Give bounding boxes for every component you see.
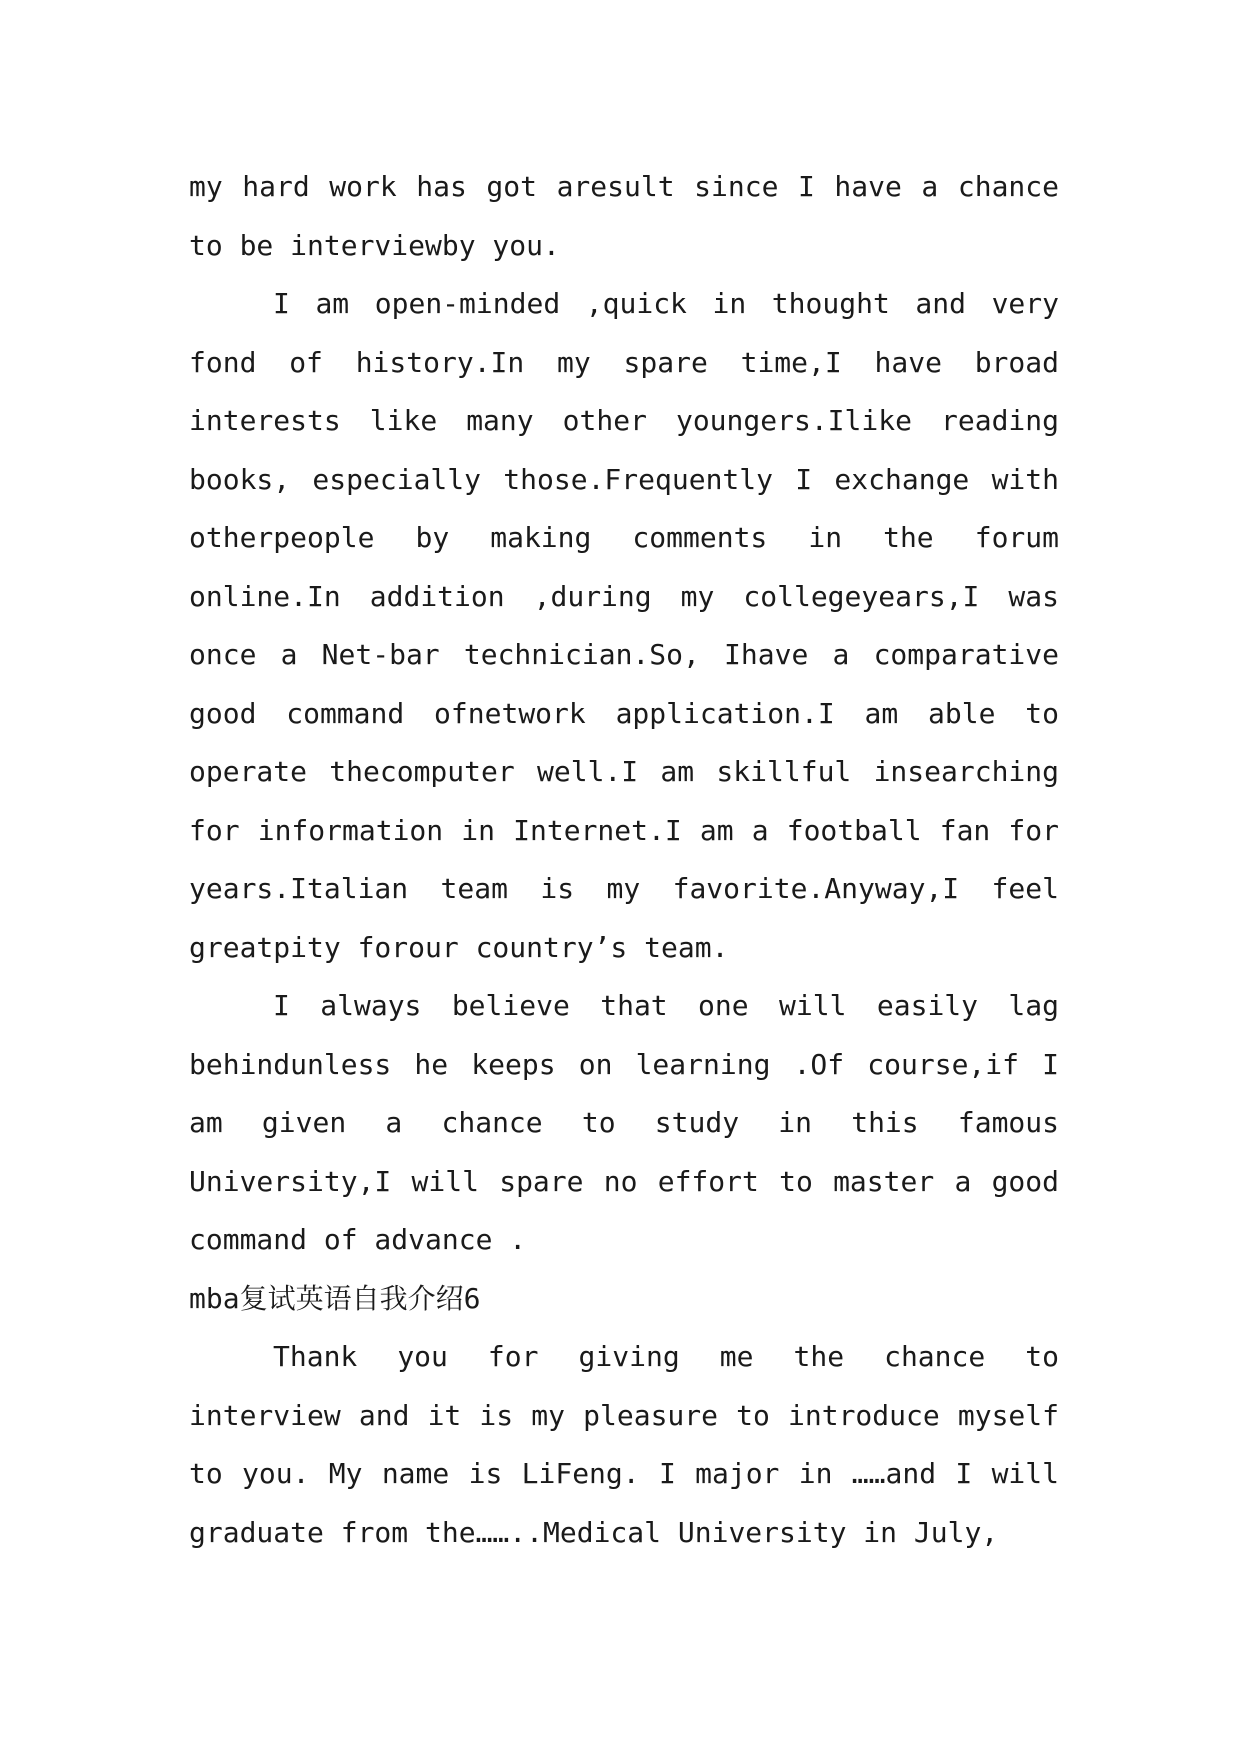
paragraph-personality: I am open-minded ,quick in thought and very fond of history.In my spare time,I have broad interests like many other youngers.Ilike reading books, especially those.Frequently I exchange with otherpeople by making comments in the forum online.In addition ,during my collegeyears,I was once a Net-bar technician.So, Ihave a comparative good command ofnetwork application.I am able to operate thecomputer well.I am skillful insearching for information in Internet.I am a football fan for years.Italian team is my favorite.Anyway,I feel greatpity forour country’s team. bbox=[189, 287, 1059, 964]
paragraph-learning: I always believe that one will easily lag behindunless he keeps on learning .Of course,if I am given a chance to study in this famous University,I will spare no effort to master a good command of advance . bbox=[189, 989, 1059, 1256]
paragraph-continuation: my hard work has got aresult since I have a chance to be interviewby you. bbox=[189, 170, 1059, 262]
paragraph-introduction: Thank you for giving me the chance to interview and it is my pleasure to introduce myself to you. My name is LiFeng. I major in ……and I will graduate from the……..Medical University in July, bbox=[189, 1340, 1059, 1549]
section-heading: mba复试英语自我介绍6 bbox=[189, 1281, 481, 1315]
document-body bbox=[189, 158, 1059, 1562]
